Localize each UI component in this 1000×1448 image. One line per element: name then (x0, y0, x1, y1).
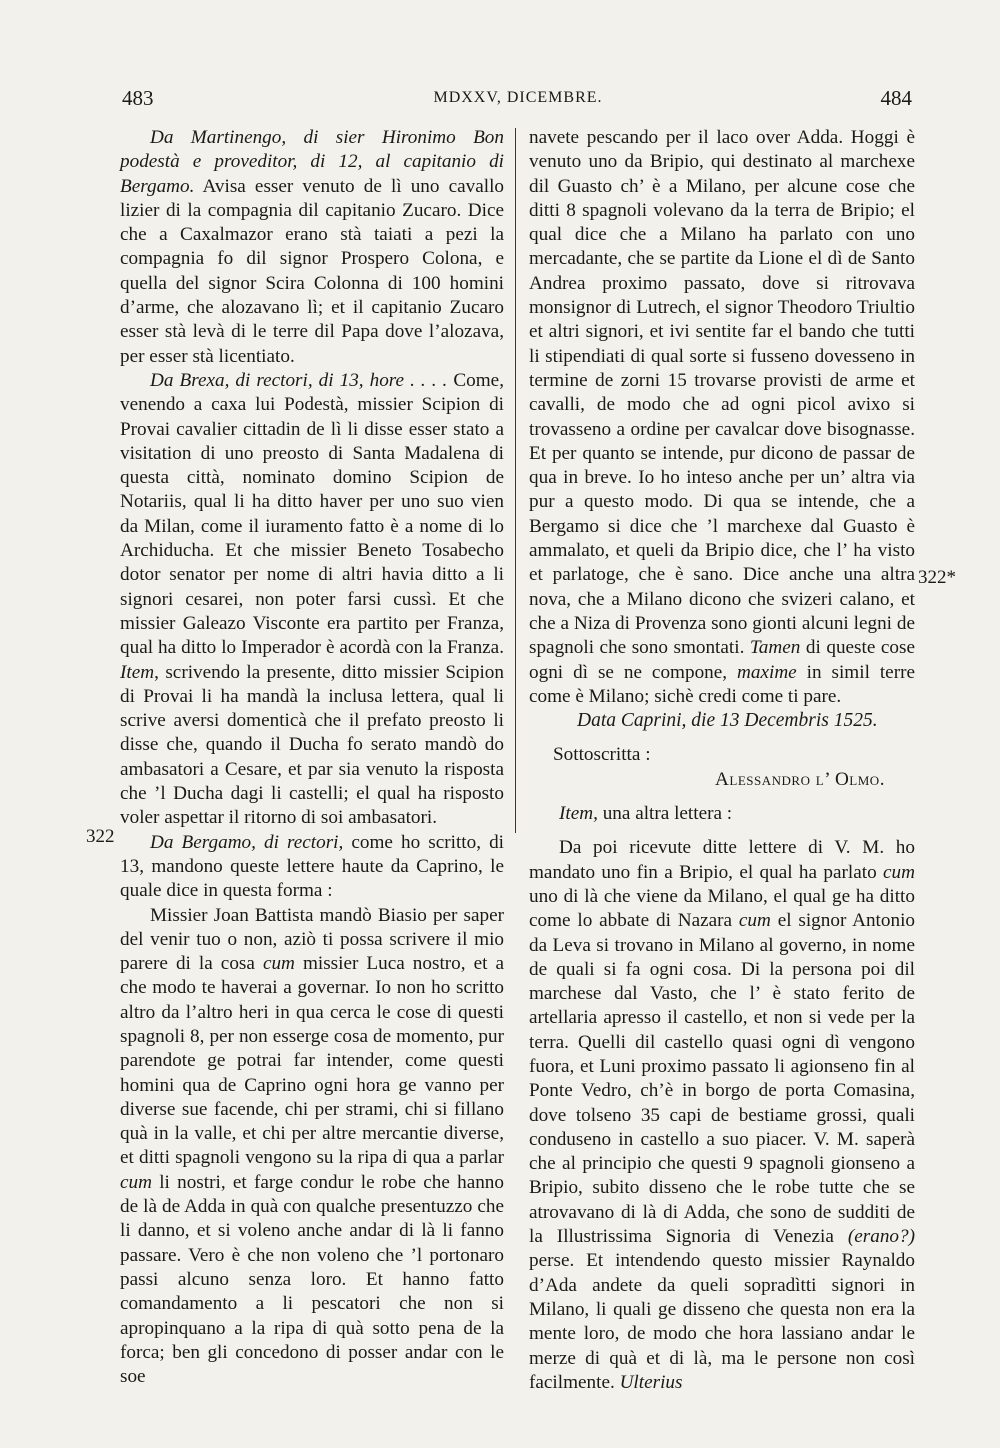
paragraph-text: Come, venendo a caxa lui Podestà, missier Scipion di Provai cavalier cittadin de lì li disse esser stato a visitation di uno preosto di Santa Madalena di questa città, nominato domino Scipion de Notariis, qual li ha ditto haver per uno suo vien da Milan, come il iuramento fatto è a nome di lo Archiducha. Et che missier Beneto Tosabecho dotor senator per nome di altri havia ditto a li signori cesarei, non poter farsi cussì. Et che missier Galeazo Visconte era partito per Franza, qual ha ditto lo Imperador è acordà con la Franza. (120, 369, 504, 659)
paragraph-text: di queste cose ogni dì se ne compone, (529, 637, 915, 683)
left-column (120, 126, 504, 1389)
running-header (118, 86, 918, 116)
italic-word: Item, (559, 803, 598, 825)
paragraph-bergamo (120, 831, 504, 904)
paragraph-text: missier Luca nostro, et a che modo te haverai a governar. Io non ho scritto altro da l’altro heri in qua cerca le cose di questi spagnoli 8, per non esserge cosa de momento, pur parendote ge potrai far intender, come questi homini qua de Caprino ogni hora ge vanno per diverse sue facende, chi per strami, chi si fillano quà in la valle, et chi per altre mercantie diverse, et ditti spagnoli vengono su la ripa di qua a parlar (120, 953, 504, 1169)
paragraph-text: , scrivendo la presente, ditto missier Scipion di Provai li ha mandà la inclusa lettera, qual li scrive aversi domenticà che il prefato preosto li disse che, quando il Ducha fo serato mandò do ambasatori a Cesare, et par sia venuto la risposta che ’l Ducha dagi li castelli; el qual ha risposto voler aspettar il ritorno di soi ambasatori. (120, 661, 504, 829)
item-heading (529, 802, 915, 826)
italic-word: maxime (737, 661, 797, 683)
italic-word: (erano?) (847, 1226, 915, 1248)
paragraph-text: perse. Et intendendo questo missier Raynaldo d’Ada andete da queli sopradìtti signori in Milano, li quali ge disseno che questa non era la mente loro, de modo che hora lassiano andar le merze di quà et di là, ma le persone non così facilmente. (529, 1250, 915, 1393)
paragraph-text: li nostri, et farge condur le robe che hanno de là de Adda in quà con qualche presentuzzo che li danno, et si voleno anche andar di là li fanno passare. Vero è che non voleno che ’l portonaro passi alcuno senza loro. Et hanno fatto comandamento a li pescatori che non si apropinquano a la ripa di quà sotto pena de la forca; ben gli concedono di posser andar con le soe (120, 1171, 504, 1388)
page-number-left: 483 (122, 86, 154, 110)
letter-date: Data Caprini, die 13 Decembris 1525. (577, 710, 878, 732)
italic-word: Ulterius (619, 1371, 683, 1393)
signature-name: Alessandro l’ Olmo. (715, 768, 885, 790)
paragraph-text: el signor Antonio da Leva si trovano in Milano al governo, in nome de quali si fa ogni cosa. Di la persona poi dil marchese dal Vasto, che l’ è stato ferito de artellaria apresso il castello, et non si vede per la terra. Quelli dil castello quasi ogni dì vengono fuora, et Luni proximo passato li agionseno fin al Ponte Vedro, ch’è in borgo de porta Comasina, dove tolseno 35 capi de bestiame grossi, quali conduseno in castello a suo piacer. V. M. saperà che al principio che questi 9 spagnoli gionseno a Bripio, subito disseno che le robe tutte che se atrovavano di là di Adda, che sono de sudditi de la Illustrissima Signoria di Venezia (529, 910, 915, 1248)
paragraph-text: Avisa esser venuto de lì uno cavallo lizier di la compagnia dil capitanio Zucaro. Dice che a Caxalmazor erano stà taiati a pezi la compagnia fo dil signor Prospero Colona, e quella del signor Scira Colonna di 100 homini d’arme, che alozavano lì; et il capitanio Zucaro esser stà levà di le terre dil Papa dove l’alozava, per esser stà licentiato. (120, 175, 504, 367)
paragraph-text: navete pescando per il laco over Adda. Hoggi è venuto uno da Bripio, qui destinato al marchexe dil Guasto ch’ è a Milano, per alcune cose che ditti 8 spagnoli volevano da la terra de Bripio; el qual dice che a Milano ha parlato con uno mercadante, che se partite da Lione el dì de Santo Andrea proximo passato, dove si ritrovava monsignor di Lutrech, el signor Theodoro Triultio et altri signori, et ivi sentite far el bando che tutti li stipendiati di qual sorte si fusseno dovesseno in termine de zorni 15 trovarse provisti de arme et cavalli, de modo che ad ogni picol avixo si trovasseno a ordine per cavalcar dove bisognasse. Et per quanto se intende, pur dicono de passar de qua in breve. Io ho inteso anche per un’ altra via pur a questo modo. Di qua se intende, che a Bergamo si dice che ’l marchexe dal Guasto è ammalato, et queli da Bripio dice, che l’ ha visto et parlatoge, che è sano. Dice anche una altra nova, che a Milano dicono che svizeri calano, et che a Niza di Provenza sono gionti alcuni legni de spagnoli che sono smontati. (529, 127, 915, 659)
dispatch-heading: Da Brexa, di rectori, di 13, hore . . . . (150, 369, 448, 391)
italic-word: Item (120, 661, 155, 683)
paragraph-letter (120, 904, 504, 1390)
paragraph-brexa (120, 369, 504, 831)
paragraph-text: Missier Joan Battista mandò Biasio per saper del venir tuo o non, aziò ti possa scrivere il mio parere di la cosa (120, 904, 504, 975)
paragraph-second-letter (529, 836, 915, 1395)
paragraph-text: uno di là che viene da Milano, el qual ge ha ditto come lo abbate di Nazara (529, 885, 915, 932)
paragraph-text: una altra lettera : (597, 803, 733, 825)
paragraph-continued (529, 126, 915, 709)
margin-note-left: 322 (86, 826, 115, 847)
column-divider (515, 128, 516, 833)
paragraph-text: in simil terre come è Milano; sichè credi come ti pare. (529, 661, 915, 707)
paragraph-text: come ho scritto, di 13, mandono queste lettere haute da Caprino, le quale dice in questa forma : (120, 831, 504, 902)
header-title: MDXXV, DICEMBRE. (433, 89, 603, 106)
paragraph-martinengo (120, 126, 504, 369)
dispatch-heading: Da Martinengo, di sier Hironimo Bon podestà e proveditor, di 12, al capitanio di Bergamo. (120, 127, 504, 197)
italic-word: cum (738, 910, 771, 932)
paragraph-text: Da poi ricevute ditte lettere di V. M. ho mandato uno fin a Bripio, el qual ha parlato (529, 837, 915, 883)
italic-word: Tamen (749, 637, 801, 659)
page-number-right: 484 (880, 86, 912, 110)
dispatch-heading: Da Bergamo, di rectori, (150, 831, 344, 853)
signature-label: Sottoscritta : (553, 744, 651, 766)
right-column (529, 126, 915, 1395)
italic-word: cum (883, 861, 915, 883)
margin-note-right: 322* (918, 567, 956, 588)
italic-word: cum (262, 953, 295, 975)
italic-word: cum (120, 1171, 152, 1193)
